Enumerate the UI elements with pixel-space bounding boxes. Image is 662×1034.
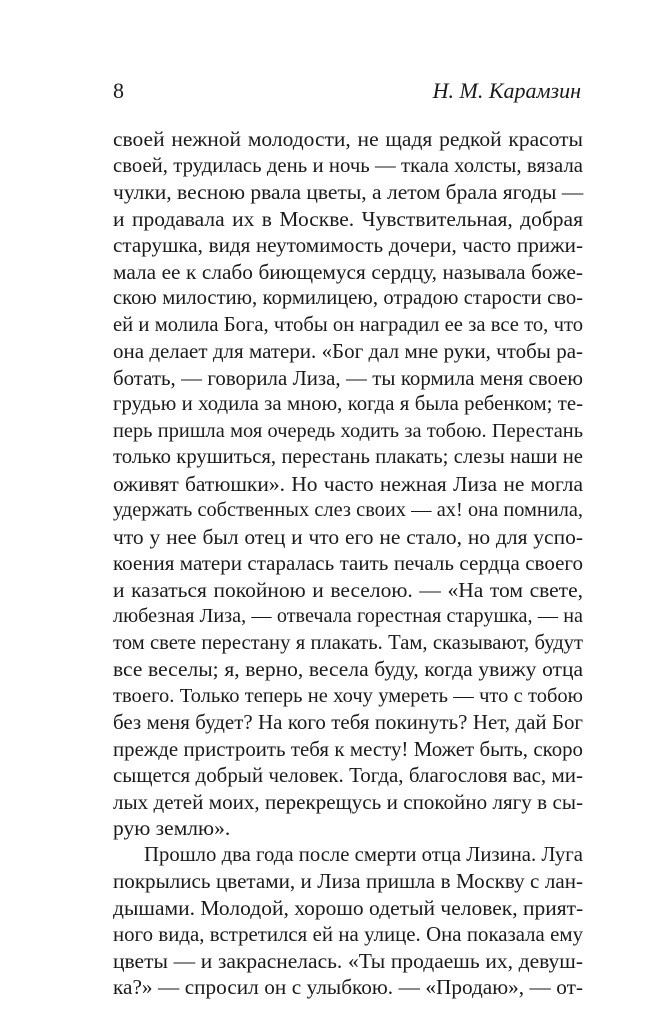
text-line: лых детей моих, перекрещусь и спокойно лягу в сы- [113, 789, 583, 814]
paragraph-first-line: Прошло два года после смерти отца Лизина. Луга [144, 843, 583, 866]
text-line: скою милостию, кормилицею, отрадою старости сво- [113, 287, 583, 309]
text-line: своей, трудилась день и ночь — ткала холсты, вязала [113, 154, 583, 177]
text-line: все веселы; я, верно, весела буду, когда увижу отца [113, 657, 583, 681]
text-line: грудью и ходила за мною, когда я была ребенком; те- [113, 392, 583, 415]
text-line: твоего. Только теперь не хочу умереть — что с тобою [113, 684, 583, 707]
text-line: цветы — и закраснелась. «Ты продаешь их, девуш- [113, 948, 583, 973]
text-line: мала ее к слабо биющемуся сердцу, называла боже- [113, 259, 583, 284]
text-line: любезная Лиза, — отвечала горестная старушка, — на [113, 605, 583, 627]
running-head-author: Н. М. Карамзин [432, 78, 581, 103]
text-line: старушка, видя неутомимость дочери, часто прижи- [113, 233, 583, 257]
text-line: перь пришла моя очередь ходить за тобою. Перестань [113, 419, 583, 442]
text-line: ка?» — спросил он с улыбкою. — «Продаю», — от- [113, 975, 583, 999]
text-line: сыщется добрый человек. Тогда, благословя вас, ми- [113, 763, 583, 787]
text-line: чулки, весною рвала цветы, а летом брала ягоды — [113, 180, 584, 204]
text-line: коения матери старалась таить печаль сердца своего [113, 551, 583, 575]
text-line: только крушиться, перестань плакать; слезы наши не [113, 446, 583, 468]
text-line: своей нежной молодости, не щадя редкой красоты [113, 127, 583, 151]
page-header [113, 78, 581, 106]
text-line: ей и молила Бога, чтобы он наградил ее за все то, что [113, 313, 583, 336]
text-line: без меня будет? На кого тебя покинуть? Нет, дай Бог [113, 710, 583, 734]
text-line: том свете перестану я плакать. Там, сказывают, будут [113, 631, 583, 654]
text-line: удержать собственных слез своих — ах! она помнила, [113, 499, 583, 521]
text-line: оживят батюшки». Но часто нежная Лиза не могла [113, 471, 583, 496]
text-line: покрылись цветами, и Лиза пришла в Москву с лан- [113, 869, 583, 893]
text-line: ного вида, встретился ей на улице. Она показала ему [113, 922, 583, 946]
text-line: дышами. Молодой, хорошо одетый человек, прият- [113, 895, 584, 920]
text-line: она делает для матери. «Бог дал мне руки, чтобы ра- [113, 339, 583, 363]
text-line: что у нее был отец и что его не стало, но для успо- [113, 524, 583, 549]
body-text [113, 126, 583, 1001]
text-line: прежде пристроить тебя к месту! Может быть, скоро [113, 736, 583, 761]
page-number: 8 [113, 78, 124, 103]
text-line: и продавала их в Москве. Чувствительная, добрая [113, 206, 583, 231]
text-line: и казаться покойною и веселою. — «На том свете, [113, 577, 583, 602]
text-line: рую землю». [113, 816, 231, 840]
text-line: ботать, — говорила Лиза, — ты кормила меня своею [113, 365, 583, 390]
